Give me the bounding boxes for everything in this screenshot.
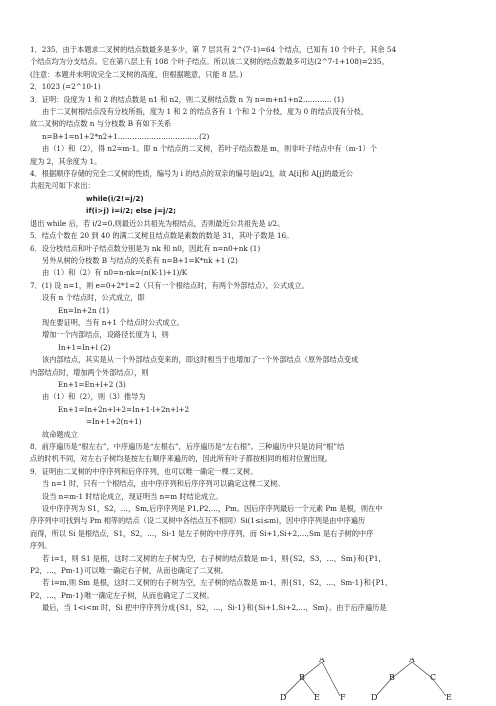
document-body <box>30 44 470 615</box>
line-8: n=B+1=n1+2*n2+1…………………………….(2) <box>42 131 210 141</box>
line-35: 9．证明由二叉树的中序序列和后序序列，也可以唯一确定一棵二叉树。 <box>30 466 258 476</box>
tree1-edge-a-f <box>322 662 340 696</box>
line-12: 共祖先可如下求出： <box>30 181 95 191</box>
line-25: In+1=In+l (2) <box>58 342 111 352</box>
line-4: 2．1023 (=2^10-1) <box>30 82 101 92</box>
tree-diagrams <box>270 658 470 702</box>
line-43: P2，…，Pm-1}可以唯一确定右子树，从而也确定了二叉树。 <box>30 566 228 576</box>
tree1-node-b: B <box>299 673 305 682</box>
line-46: 最后，当 1<i<m 时，Si 把中序序列分成{S1，S2，…，Si-1}和{Si+1,Si+2,…，Sm}。由于后序遍历是 <box>42 603 387 613</box>
line-45: P2，…，Pm-1}唯一确定左子树，从而也确定了二叉树。 <box>30 590 214 600</box>
line-33: 8．前序遍历是“根左右”，中序遍历是“左根右”，后序遍历是“左右根”。三种遍历中只是访问“根”结 <box>30 442 345 451</box>
line-26: 该内部结点，其实是从一个外部结点变来的，即这时相当于也增加了一个外部结点（原外部结点变成 <box>42 355 359 365</box>
line-6: 由于二叉树根结点没有分枝所指，度为 1 和 2 的结点各有 1 个和 2 个分枝，度为 0 的结点没有分枝， <box>42 107 369 117</box>
line-10: 度为 2，其余度为 1。 <box>30 156 102 166</box>
line-23: 现在要证明，当有 n+1 个结点时公式成立。 <box>42 317 184 327</box>
tree1-node-e: E <box>314 693 320 702</box>
line-15: 退出 while 后，若 i/2=0,则最近公共祖先为根结点，否则最近公共祖先是 i/2。 <box>30 218 285 228</box>
line-11: 4．根据顺序存储的完全二叉树的性质，编号为 i 的结点的双亲的编号是⌊i/2⌋，故 A[i]和 A[j]的最近公 <box>30 169 353 179</box>
line-13: while(i/2!=j/2) <box>86 193 144 203</box>
line-40: 而得，所以 Si 是根结点，S1，S2，…，Si-1 是左子树的中序序列，而 Si+1,Si+2,…,Sm 是右子树的中序 <box>30 528 374 538</box>
line-5: 3．证明：设度为 1 和 2 的结点数是 n1 和 n2，则二叉树结点数 n 为 n=m+n1+n2………… (1) <box>30 94 345 104</box>
tree-svg <box>270 658 470 702</box>
line-17: 6．设分枝结点和叶子结点数分别是为 nk 和 n0，因此有 n=n0+nk (1) <box>30 243 261 253</box>
line-24: 增加一个内部结点，设路径长度为 l，则 <box>42 330 169 340</box>
tree2-node-c: C <box>430 673 437 682</box>
line-29: 由（1）和（2），则（3）推导为 <box>42 392 146 402</box>
line-19: 由（1）和（2）有 n0=n-nk=(n(K-1)+1)/K <box>42 268 188 278</box>
line-9: 由（1）和（2），得 n2=m-1。即 n 个结点的二叉树，若叶子结点数是 m，则非叶子结点中有（m-1）个 <box>42 144 377 154</box>
line-7: 故二叉树的结点数 n 与分枝数 B 有如下关系 <box>30 119 172 129</box>
tree2-node-b: B <box>389 673 395 682</box>
line-41: 序列。 <box>30 541 52 551</box>
tree2-edge-a-b <box>392 662 412 678</box>
line-42: 若 i=1，则 S1 是根，这时二叉树的左子树为空，右子树的结点数是 m-1，则{S2，S3，…，Sm}和{P1， <box>42 553 386 563</box>
line-37: 设当 n=m-1 时结论成立，现证明当 n=m 时结论成立。 <box>42 491 223 501</box>
tree2-node-d: D <box>371 693 378 702</box>
line-32: 故命题成立 <box>42 429 78 439</box>
tree1-node-f: F <box>340 693 346 702</box>
line-2: 个结点均为分支结点。它在第八层上有 108 个叶子结点。所以该二叉树的结点数最多可达(2^7-1+108)=235。 <box>30 57 389 67</box>
line-14: if(i>j) i=i/2; else j=j/2; <box>86 206 177 216</box>
line-18: 另外从树的分枝数 B 与结点的关系有 n=B+1=K*nk +1 (2) <box>42 255 238 265</box>
line-36: 当 n=1 时，只有一个根结点，由中序序列和后序序列可以确定这棵二叉树。 <box>42 479 285 489</box>
line-22: En=In+2n (1) <box>58 305 110 315</box>
line-44: 若 i=m,则 Sm 是根，这时二叉树的右子树为空，左子树的结点数是 m-1，则{S1，S2，…，Sm-1}和{P1， <box>42 578 393 588</box>
tree1-node-a: A <box>319 658 325 664</box>
line-3: (注意：本题并未明说完全二叉树的高度，但根据题意，只能 8 层。) <box>30 69 243 79</box>
line-16: 5．结点个数在 20 到 40 的满二叉树且结点数是素数的数是 31，其叶子数是 16。 <box>30 231 294 241</box>
line-31: =In+1+2(n+1) <box>86 417 142 427</box>
tree1-edge-a-b <box>302 662 322 678</box>
line-20: 7．(1) 设 n=1，则 e=0+2*1=2（只有一个根结点时，有两个外部结点），公式成立。 <box>30 280 309 290</box>
line-39: 序序列中可找到与 Pm 相等的结点（设二叉树中各结点互不相同）Si(1≤i≤m)，因中序序列是由中序遍历 <box>30 516 366 526</box>
tree2-node-a: A <box>409 658 415 664</box>
tree2-node-e: E <box>446 693 452 702</box>
line-38: 设中序序列为 S1，S2，…，Sm,后序序列是 P1,P2,…，Pm。因后序序列最后一个元素 Pm 是根，则在中 <box>42 504 383 514</box>
line-21: 设有 n 个结点时，公式成立，即 <box>42 293 145 303</box>
line-27: 内部结点时，增加两个外部结点），则 <box>30 367 149 377</box>
tree1-node-d: D <box>280 693 287 702</box>
tree2-edge-a-c <box>412 662 432 678</box>
line-1: 1．235．由于本题求二叉树的结点数最多是多少，第 7 层共有 2^(7-1)=64 个结点，已知有 10 个叶子，其余 54 <box>30 45 397 54</box>
line-30: En+1=In+2n+l+2=In+1-l+2n+l+2 <box>58 404 190 414</box>
line-34: 点的时机不同，对左右子树均是按左右顺序来遍历的，因此所有叶子都按相同的相对位置出现。 <box>30 454 332 464</box>
line-28: En+1=En+l+2 (3) <box>58 379 126 389</box>
